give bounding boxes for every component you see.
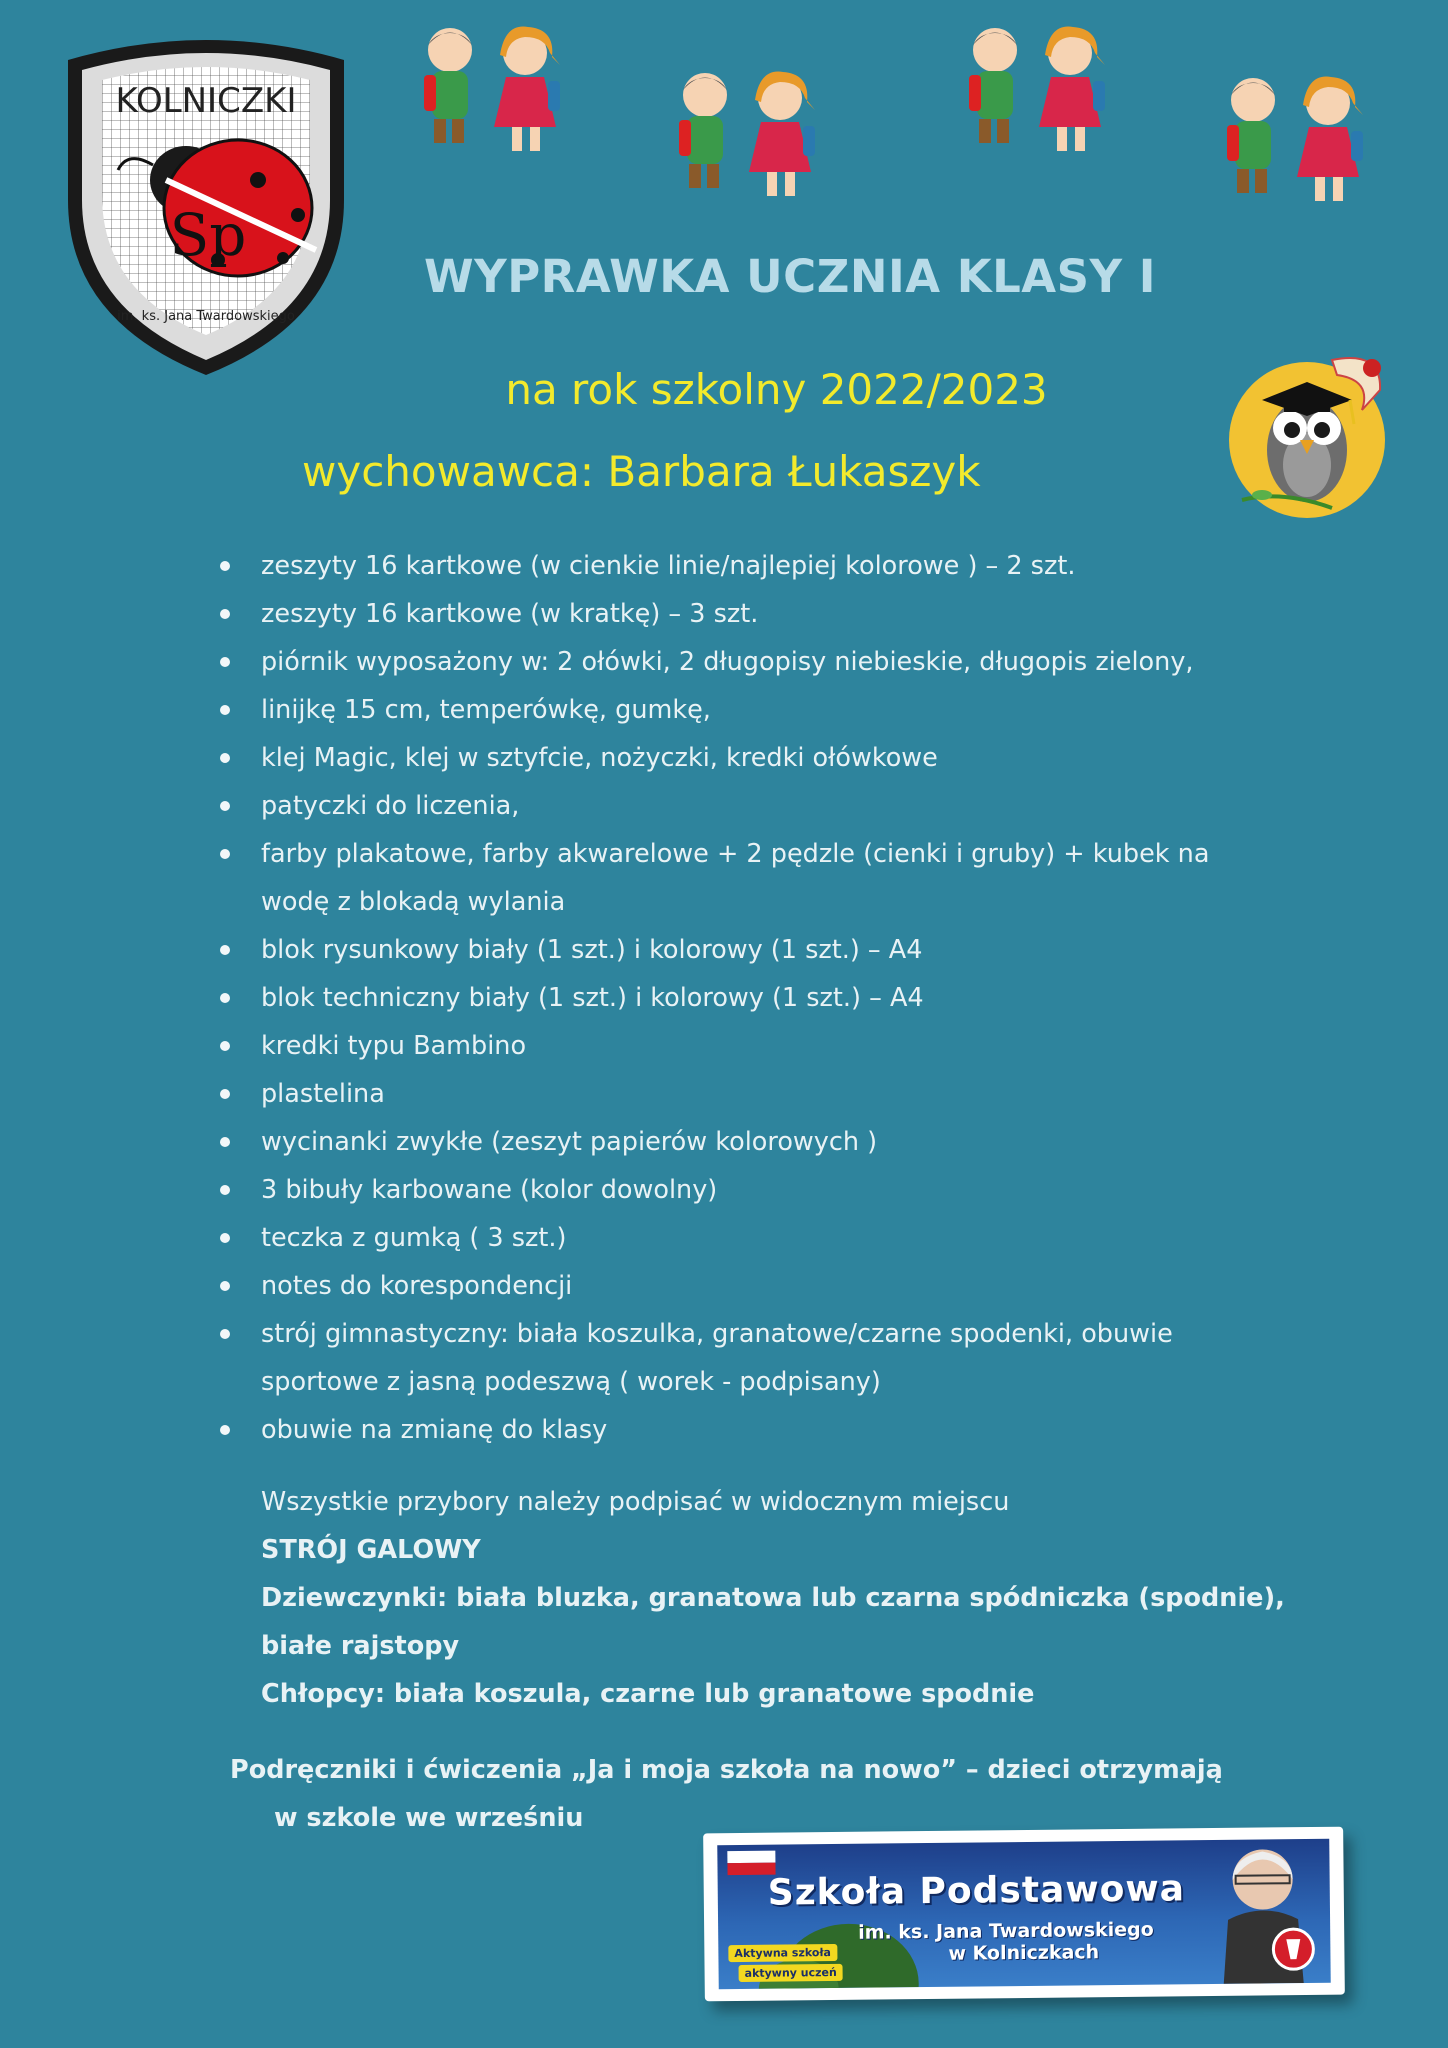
supply-item-text: notes do korespondencji: [261, 1271, 573, 1301]
supply-item-text: blok rysunkowy biały (1 szt.) i kolorowy (1 szt.) – A4: [261, 935, 923, 965]
boys-dress: Chłopcy: biała koszula, czarne lub granatowe spodnie: [261, 1679, 1035, 1709]
supply-item-text: kredki typu Bambino: [261, 1031, 527, 1061]
supply-item-text: piórnik wyposażony w: 2 ołówki, 2 długopisy niebieskie, długopis zielony,: [261, 647, 1194, 677]
supply-item: [215, 590, 1345, 638]
supply-item-text: zeszyty 16 kartkowe (w kratkę) – 3 szt.: [261, 599, 759, 629]
supply-item-text: teczka z gumką ( 3 szt.): [261, 1223, 567, 1253]
banner-subtitle: im. ks. Jana Twardowskiego: [858, 1918, 1154, 1944]
logo-text: KOLNICZKI: [115, 81, 297, 121]
supply-item-text: wycinanki zwykłe (zeszyt papierów kolorowych ): [261, 1127, 878, 1157]
supply-item-text: wodę z blokadą wylania: [261, 887, 566, 917]
supply-item: [215, 1262, 1345, 1310]
supply-item-text: plastelina: [261, 1079, 385, 1109]
kids-illustration: [665, 60, 830, 215]
supply-item: [215, 734, 1345, 782]
supply-item-text: sportowe z jasną podeszwą ( worek - podpisany): [261, 1367, 881, 1397]
supply-item: [215, 830, 1345, 926]
supply-item: [215, 542, 1345, 590]
supply-item-text: farby plakatowe, farby akwarelowe + 2 pędzle (cienki i gruby) + kubek na: [261, 839, 1210, 869]
supply-item-text: klej Magic, klej w sztyfcie, nożyczki, kredki ołówkowe: [261, 743, 938, 773]
banner-title: Szkoła Podstawowa: [767, 1868, 1186, 1914]
supply-item: [215, 1166, 1345, 1214]
supply-item: [215, 1070, 1345, 1118]
supply-item-text: 3 bibuły karbowane (kolor dowolny): [261, 1175, 718, 1205]
supply-item: [215, 974, 1345, 1022]
page-title: WYPRAWKA UCZNIA KLASY I: [423, 250, 1157, 303]
supply-item-text: strój gimnastyczny: biała koszulka, granatowe/czarne spodenki, obuwie: [261, 1319, 1173, 1349]
girls-dress: Dziewczynki: biała bluzka, granatowa lub czarna spódniczka (spodnie),: [261, 1583, 1285, 1613]
supply-item: [215, 1022, 1345, 1070]
banner-tag: aktywny uczeń: [739, 1964, 843, 1982]
banner-location: w Kolniczkach: [948, 1941, 1100, 1965]
supply-item-text: patyczki do liczenia,: [261, 791, 520, 821]
supply-item: [215, 782, 1345, 830]
supply-item: [215, 1406, 1345, 1454]
notes-section: [261, 1478, 1361, 1718]
logo-patron: im. ks. Jana Twardowskiego: [117, 309, 295, 324]
girls-dress-cont: białe rajstopy: [261, 1631, 460, 1661]
school-logo: [48, 30, 364, 380]
formal-dress-title: STRÓJ GALOWY: [261, 1535, 481, 1565]
textbooks-line-1: Podręczniki i ćwiczenia „Ja i moja szkoła na nowo” – dzieci otrzymają: [230, 1755, 1223, 1785]
supply-item-text: obuwie na zmianę do klasy: [261, 1415, 608, 1445]
supply-item-text: linijkę 15 cm, temperówkę, gumkę,: [261, 695, 711, 725]
supply-list: [215, 542, 1345, 1454]
banner-tag: Aktywna szkoła: [728, 1944, 837, 1962]
supply-item: [215, 926, 1345, 974]
logo-initials: Sp: [169, 201, 247, 269]
supply-item-text: blok techniczny biały (1 szt.) i kolorowy (1 szt.) – A4: [261, 983, 924, 1013]
school-year: na rok szkolny 2022/2023: [505, 365, 1048, 414]
textbooks-line-2: w szkole we wrześniu: [274, 1803, 584, 1833]
supply-item-text: zeszyty 16 kartkowe (w cienkie linie/najlepiej kolorowe ) – 2 szt.: [261, 551, 1076, 581]
supply-item: [215, 1214, 1345, 1262]
supply-item: [215, 1118, 1345, 1166]
supply-item: [215, 686, 1345, 734]
supply-item: [215, 638, 1345, 686]
kids-illustration: [410, 15, 575, 170]
supply-item: [215, 1310, 1345, 1406]
kids-illustration: [1213, 65, 1378, 220]
banner-image: [717, 1839, 1330, 1989]
sign-note: Wszystkie przybory należy podpisać w widocznym miejscu: [261, 1487, 1010, 1517]
school-banner: [703, 1827, 1345, 2002]
kids-illustration: [955, 15, 1120, 170]
teacher-name: wychowawca: Barbara Łukaszyk: [302, 447, 981, 496]
